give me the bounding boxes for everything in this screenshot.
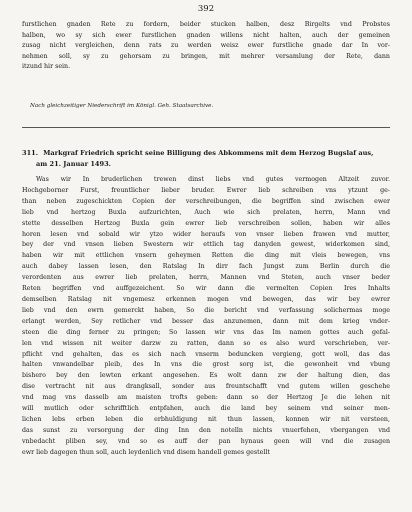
body-line: demselben Ratslag nit vngemesz erkennen mogen vnd bewegen, das wir bey ewrer [22,295,390,303]
body-line: steen die ding ferner zu pringen; So lassen wir vns das Im namen gottes auch gefal- [22,328,390,336]
heading-text-line2: am 21. Januar 1493. [36,160,111,168]
body-line: Hochgeborner Furst, freuntlicher lieber bruder. Ewrer lieb schreiben vns ytzunt ge- [22,186,390,194]
body-line: horen lesen vnd sobald wir ytzo wider heraufs von vnser lieben frawen vnd mutter, [22,230,390,238]
top-paragraph [22,20,390,73]
source-note: Nach gleichzeitiger Niederschrift im Königl. Geh. Staatsarchive. [30,103,214,109]
body-line: pflicht vnd gehalten, das es sich nach vnserm beduncken vergieng, gott woll, das das [22,350,390,358]
body-line: vnd mag vns dasselb am maisten trofts geben: dann so der Hertzog Je die lehen nit [22,394,390,402]
page-number: 392 [197,4,215,14]
body-line: lieb vnd den ewrn gemerckt haben, So die bericht vnd verfassung solichermas moge [22,306,390,314]
body-line: bishero bey den lewten erkant angesehen. Es wolt dann zw der haltung dien, das [22,372,390,380]
top-paragraph-line: itzund hir sein. [22,63,71,71]
body-line: verordenten aus ewrer lieb prelaten, herrn, Mannen vnd Steten, auch vnser beder [22,274,390,282]
body-line: das sunst zu versorgung der ding Inn den notelln nichts vnuerfehen, vbergangen vnd [22,426,390,434]
top-paragraph-line: furstlichen gnaden Rete zu fordern, beider stucken halben, desz Birgelts vnd Probstes [22,21,390,28]
body-line: will mutlich oder schrifftlich entpfahen, auch die land bey seinem vnd seiner men- [22,405,390,413]
top-paragraph-line: zusag nicht vergleichen, denn rats zu werden weisz ewer furstliche gnade dar In vor- [22,42,390,50]
body-line: ewr lieb dagegen thun soll, auch leydenlich vnd disem handell gemes gestellt [22,448,270,456]
body-line: stette desselben Hertzog Buxla gein ewrer lieb verschreiben sollen, haben wir alles [22,219,390,227]
body-line: bey der vnd vnsen lieben Swestern wir ettlich tag danyden gewest, widerkomen sind, [22,241,390,249]
body-line: haben wir mit ettlichen vnsern geheymen Retten die ding mit vleis bewegen, vns [22,252,390,260]
body-line: Reten begriffen vnd auffgezeichent. So wir dann die vermelten Copien Ires Inhalts [22,285,390,293]
body-line: vnbedacht pliben sey, vnd so es auff der pan hynaus geen will vnd die zusagen [22,437,390,445]
top-paragraph-line: halben, wo sy sich ewer furstlichen gnaden willens nicht halten, auch der gemeinen [22,31,390,39]
body-line: lieb vnd hertzog Buxla aufzurichten, Auch wie sich prelaten, herrn, Mann vnd [22,208,390,216]
body-line: halten vnwandelbar pleib, des In vns die grost sorg ist, die gewonheit vnd vbung [22,361,390,369]
body-line: auch dabey lassen lesen, den Ratslag In dirr fach Jungst zum Berlin durch die [22,263,390,271]
document-heading [22,148,390,170]
body-line: than neben zugeschickten Copien der verschreibungen, die begriffen sind zwischen ewer [22,197,390,205]
body-line: Was wir In bruderlichen trewen dinst liebs vnd gutes vermogen Altzeit zuvor. [36,176,390,183]
body-line: len vnd wissen nit weiter darzw zu ratten, dann so es also wurd verschrieben, ver- [22,339,390,347]
heading-number: 311. [22,149,39,157]
section-divider [22,127,390,128]
heading-text-line1: Markgraf Friedrich spricht seine Billigung des Abkommens mit dem Herzog Bugslaf aus, [43,149,374,157]
top-paragraph-line: nehmen soll, sy zu gehorsam zu bringen, mit mehrer versamlung der Rete, dann [22,52,390,60]
letter-body [22,175,390,459]
body-line: dise vertracht nit aus drangksall, sonder aus freuntschafft vnd gutem willen geschehe [22,383,390,391]
body-line: lichen lebs erben leben die erbhuldigung nit thun lassen, konnen wir nit versteen, [22,415,390,423]
body-line: erlangt werden, Sey retlicher vnd besser das anzunemen, dann mit dem krieg vnder- [22,317,390,325]
